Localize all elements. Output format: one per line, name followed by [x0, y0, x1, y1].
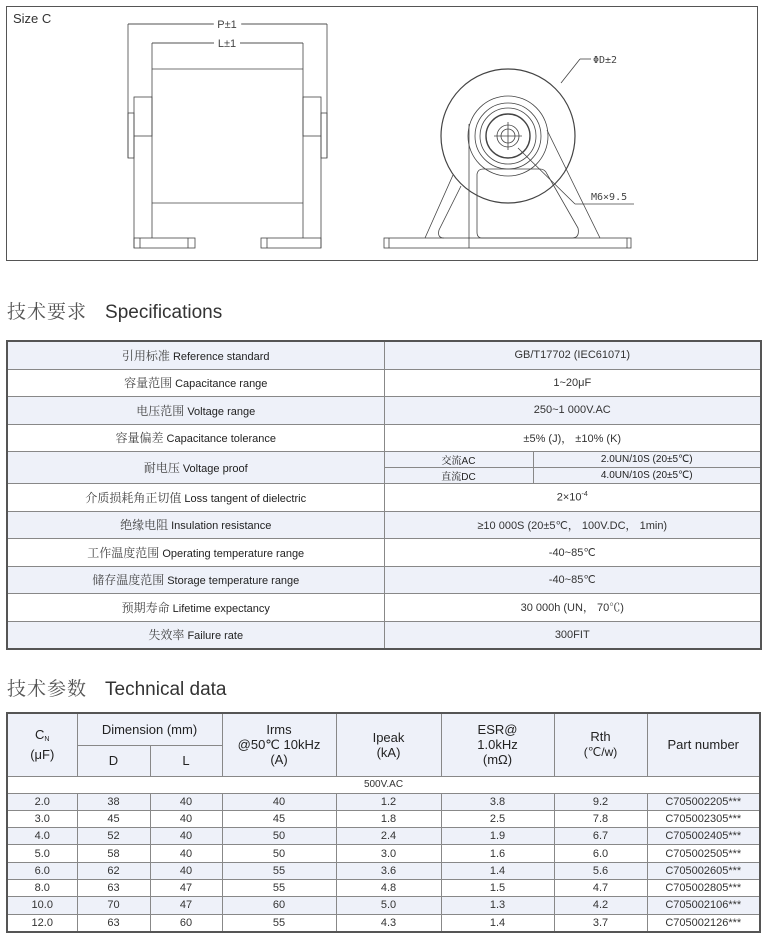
specifications-heading-en: Specifications — [105, 302, 223, 323]
spec-label-en: Capacitance range — [175, 378, 268, 391]
cell-rth: 6.0 — [554, 845, 647, 862]
cell-ipeak: 3.6 — [336, 862, 441, 879]
cell-esr: 3.8 — [441, 793, 554, 810]
cell-ipeak: 4.3 — [336, 914, 441, 932]
spec-value — [384, 621, 761, 649]
spec-label-en: Storage temperature range — [167, 575, 300, 588]
specifications-heading — [7, 297, 222, 324]
spec-label-en: Loss tangent of dielectric — [184, 492, 307, 505]
cell-l: 40 — [150, 793, 222, 810]
header-esr — [441, 713, 554, 776]
voltage-proof-subtable — [385, 452, 761, 483]
cell-irms: 55 — [222, 914, 336, 932]
header-l: L — [150, 745, 222, 776]
spec-label-cn: 储存温度范围 — [92, 573, 165, 588]
side-view — [128, 24, 327, 248]
spec-label — [7, 452, 384, 484]
spec-label-en: Capacitance tolerance — [166, 433, 276, 446]
cell-irms: 55 — [222, 879, 336, 896]
spec-label-cn: 绝缘电阻 — [120, 518, 169, 533]
header-cn-main: C — [35, 727, 45, 743]
spec-value-text: 300FIT — [554, 628, 590, 641]
spec-label-cn: 容量范围 — [124, 376, 173, 391]
cell-esr: 1.9 — [441, 828, 554, 845]
front-view — [384, 59, 634, 248]
cell-l: 47 — [150, 879, 222, 896]
spec-label-en: Voltage range — [187, 405, 256, 418]
header-irms — [222, 713, 336, 776]
spec-value-text: ±5% (J)， ±10% (K) — [523, 432, 622, 445]
cell-ipeak: 1.2 — [336, 793, 441, 810]
spec-row — [7, 511, 761, 539]
spec-value — [384, 397, 761, 425]
header-ipeak — [336, 713, 441, 776]
table-row — [7, 897, 760, 914]
spec-value — [384, 511, 761, 539]
cell-part: C705002126*** — [647, 914, 760, 932]
spec-value — [384, 369, 761, 397]
spec-label-cn: 预期寿命 — [121, 600, 170, 615]
spec-row — [7, 594, 761, 622]
header-rth — [554, 713, 647, 776]
header-rth-line2: (℃/w) — [583, 745, 618, 760]
cell-ipeak: 2.4 — [336, 828, 441, 845]
spec-value-text: 30 000h (UN， 70℃) — [520, 602, 624, 615]
table-row — [7, 810, 760, 827]
spec-label-cn: 介质损耗角正切值 — [85, 490, 182, 505]
cell-cn: 12.0 — [7, 914, 77, 932]
cell-d: 62 — [77, 862, 150, 879]
header-rth-line1: Rth — [590, 729, 611, 745]
spec-value-text: -40~85℃ — [548, 574, 596, 587]
spec-label-cn: 容量偏差 — [115, 431, 164, 446]
cell-l: 40 — [150, 810, 222, 827]
header-esr-line2: 1.0kHz — [477, 737, 518, 753]
spec-value — [384, 566, 761, 594]
header-esr-line3: (mΩ) — [482, 752, 513, 768]
dim-d-label: ΦD±2 — [593, 55, 618, 66]
spec-value-text: 2×10 — [556, 491, 582, 504]
size-label: Size C — [13, 11, 52, 26]
spec-value-text: ≥10 000S (20±5℃， 100V.DC， 1min) — [477, 519, 668, 532]
spec-label-cn: 电压范围 — [136, 403, 185, 418]
spec-label — [7, 566, 384, 594]
spec-label-cn: 工作温度范围 — [87, 545, 160, 560]
header-dimension: Dimension (mm) — [77, 713, 222, 745]
cell-part: C705002605*** — [647, 862, 760, 879]
spec-label-en: Failure rate — [187, 630, 244, 643]
cell-part: C705002305*** — [647, 810, 760, 827]
cell-l: 40 — [150, 845, 222, 862]
voltage-proof-value: 4.0UN/10S (20±5℃) — [533, 468, 760, 484]
spec-value-text: 250~1 000V.AC — [533, 404, 611, 417]
spec-label — [7, 397, 384, 425]
cell-rth: 7.8 — [554, 810, 647, 827]
cell-part: C705002205*** — [647, 793, 760, 810]
table-row — [7, 793, 760, 810]
spec-value-text: -40~85℃ — [548, 546, 596, 559]
cell-d: 45 — [77, 810, 150, 827]
spec-value — [384, 484, 761, 512]
cell-irms: 55 — [222, 862, 336, 879]
dim-l-label: L±1 — [217, 38, 237, 50]
spec-value — [384, 341, 761, 369]
cell-irms: 45 — [222, 810, 336, 827]
header-part-number: Part number — [647, 713, 760, 776]
cell-l: 60 — [150, 914, 222, 932]
header-irms-line1: Irms — [266, 722, 292, 738]
cell-l: 40 — [150, 828, 222, 845]
cell-rth: 9.2 — [554, 793, 647, 810]
spec-value-text: 1~20μF — [553, 376, 592, 389]
thread-label: M6×9.5 — [591, 192, 628, 203]
table-row — [7, 845, 760, 862]
cell-irms: 40 — [222, 793, 336, 810]
spec-label-cn: 耐电压 — [143, 461, 180, 475]
technical-data-heading-cn: 技术参数 — [7, 679, 88, 700]
header-ipeak-line1: Ipeak — [372, 729, 405, 745]
spec-row — [7, 424, 761, 452]
header-d: D — [77, 745, 150, 776]
cell-cn: 2.0 — [7, 793, 77, 810]
spec-label-en: Insulation resistance — [171, 520, 272, 533]
header-esr-line1: ESR@ — [477, 722, 518, 738]
cell-part: C705002505*** — [647, 845, 760, 862]
cell-ipeak: 1.8 — [336, 810, 441, 827]
cell-l: 47 — [150, 897, 222, 914]
cell-cn: 3.0 — [7, 810, 77, 827]
technical-data-table — [6, 712, 761, 933]
cell-part: C705002805*** — [647, 879, 760, 896]
spec-label-en: Operating temperature range — [162, 547, 305, 560]
spec-label-cn: 引用标准 — [121, 348, 170, 363]
header-cn — [7, 713, 77, 776]
spec-row — [7, 539, 761, 567]
spec-value — [384, 424, 761, 452]
spec-row — [7, 397, 761, 425]
spec-value-text: GB/T17702 (IEC61071) — [514, 349, 631, 362]
capacitor-drawing — [0, 0, 763, 265]
cell-rth: 6.7 — [554, 828, 647, 845]
voltage-proof-value: 2.0UN/10S (20±5℃) — [533, 452, 760, 468]
spec-row — [7, 452, 761, 484]
cell-irms: 50 — [222, 828, 336, 845]
cell-rth: 4.2 — [554, 897, 647, 914]
table-row — [7, 828, 760, 845]
cell-ipeak: 4.8 — [336, 879, 441, 896]
spec-row — [7, 566, 761, 594]
cell-ipeak: 3.0 — [336, 845, 441, 862]
spec-row — [7, 484, 761, 512]
cell-irms: 60 — [222, 897, 336, 914]
spec-label — [7, 539, 384, 567]
spec-row — [7, 341, 761, 369]
cell-part: C705002106*** — [647, 897, 760, 914]
cell-esr: 1.3 — [441, 897, 554, 914]
cell-cn: 10.0 — [7, 897, 77, 914]
voltage-proof-type: 直流DC — [385, 468, 534, 484]
cell-irms: 50 — [222, 845, 336, 862]
spec-label-en: Voltage proof — [182, 463, 248, 475]
cell-d: 58 — [77, 845, 150, 862]
cell-rth: 5.6 — [554, 862, 647, 879]
cell-esr: 1.4 — [441, 914, 554, 932]
technical-data-heading — [7, 674, 226, 701]
table-row — [7, 879, 760, 896]
header-cn-unit: (μF) — [30, 747, 55, 763]
cell-d: 63 — [77, 879, 150, 896]
header-cn-sub: N — [44, 736, 50, 744]
spec-label — [7, 369, 384, 397]
cell-part: C705002405*** — [647, 828, 760, 845]
technical-data-heading-en: Technical data — [105, 679, 227, 700]
cell-esr: 1.5 — [441, 879, 554, 896]
spec-label-en: Lifetime expectancy — [172, 602, 270, 615]
spec-label — [7, 341, 384, 369]
cell-cn: 8.0 — [7, 879, 77, 896]
cell-esr: 1.6 — [441, 845, 554, 862]
spec-label — [7, 424, 384, 452]
cell-cn: 6.0 — [7, 862, 77, 879]
spec-value — [384, 539, 761, 567]
cell-rth: 4.7 — [554, 879, 647, 896]
spec-value-exponent: -4 — [581, 490, 588, 498]
header-irms-line2: @50℃ 10kHz — [237, 737, 321, 753]
spec-value — [384, 452, 761, 484]
specifications-table — [6, 340, 762, 650]
cell-d: 70 — [77, 897, 150, 914]
table-row — [7, 914, 760, 932]
spec-label-cn: 失效率 — [148, 628, 185, 643]
spec-row — [7, 621, 761, 649]
cell-l: 40 — [150, 862, 222, 879]
section-voltage: 500V.AC — [7, 776, 760, 793]
cell-cn: 4.0 — [7, 828, 77, 845]
specifications-heading-cn: 技术要求 — [7, 302, 88, 323]
cell-d: 63 — [77, 914, 150, 932]
table-row — [7, 862, 760, 879]
spec-label — [7, 511, 384, 539]
spec-label — [7, 484, 384, 512]
spec-label — [7, 621, 384, 649]
header-ipeak-line2: (kA) — [376, 744, 401, 760]
spec-value — [384, 594, 761, 622]
cell-esr: 2.5 — [441, 810, 554, 827]
spec-label — [7, 594, 384, 622]
cell-d: 52 — [77, 828, 150, 845]
spec-label-en: Reference standard — [172, 350, 270, 363]
voltage-proof-type: 交流AC — [385, 452, 534, 468]
spec-row — [7, 369, 761, 397]
header-irms-line3: (A) — [270, 752, 288, 768]
cell-esr: 1.4 — [441, 862, 554, 879]
cell-d: 38 — [77, 793, 150, 810]
cell-ipeak: 5.0 — [336, 897, 441, 914]
dim-p-label: P±1 — [217, 19, 237, 31]
cell-cn: 5.0 — [7, 845, 77, 862]
cell-rth: 3.7 — [554, 914, 647, 932]
